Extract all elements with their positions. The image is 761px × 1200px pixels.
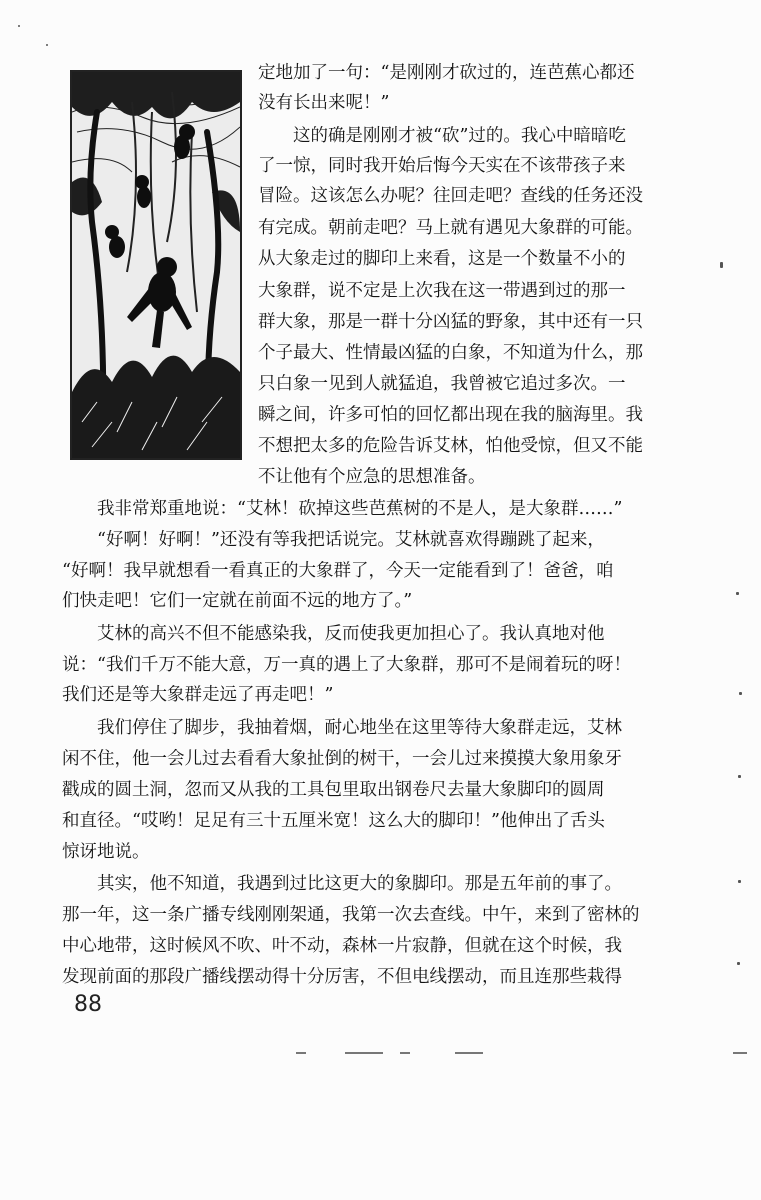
scan-speck: [455, 1052, 483, 1054]
scan-speck: [345, 1052, 383, 1054]
text-line: 瞬之间，许多可怕的回忆都出现在我的脑海里。我: [258, 405, 643, 425]
text-line: 发现前面的那段广播线摆动得十分厉害，不但电线摆动，而且连那些栽得: [62, 967, 622, 987]
text-line: 那一年，这一条广播专线刚刚架通，我第一次去查线。中午，来到了密林的: [62, 905, 640, 925]
scan-speck: [46, 44, 48, 46]
page-number: 88: [74, 992, 102, 1017]
text-line: 大象群，说不定是上次我在这一带遇到过的那一: [258, 281, 626, 301]
text-line: 这的确是刚刚才被“砍”过的。我心中暗暗吃: [258, 126, 626, 146]
scan-speck: [720, 262, 723, 268]
text-line: 和直径。“哎哟！足足有三十五厘米宽！这么大的脚印！”他伸出了舌头: [62, 811, 605, 831]
text-line: 只白象一见到人就猛追，我曾被它追过多次。一: [258, 374, 626, 394]
text-line: 们快走吧！它们一定就在前面不远的地方了。”: [62, 591, 413, 611]
text-line: 了一惊，同时我开始后悔今天实在不该带孩子来: [258, 156, 626, 176]
text-line: 我们还是等大象群走远了再走吧！”: [62, 685, 334, 705]
text-line: 我非常郑重地说：“艾林！砍掉这些芭蕉树的不是人，是大象群……”: [62, 499, 623, 519]
text-line: 惊讶地说。: [62, 842, 150, 862]
text-line: 闲不住，他一会儿过去看看大象扯倒的树干，一会儿过来摸摸大象用象牙: [62, 749, 622, 769]
scan-speck: [739, 692, 742, 695]
scan-speck: [736, 592, 739, 595]
text-line: 我们停住了脚步，我抽着烟，耐心地坐在这里等待大象群走远，艾林: [62, 718, 622, 738]
text-line: “好啊！好啊！”还没有等我把话说完。艾林就喜欢得蹦跳了起来，: [62, 530, 605, 550]
text-line: 说：“我们千万不能大意，万一真的遇上了大象群，那可不是闹着玩的呀！: [62, 655, 631, 675]
scan-speck: [733, 1052, 747, 1054]
text-line: 有完成。朝前走吧？马上就有遇见大象群的可能。: [258, 218, 643, 238]
text-line: 定地加了一句：“是刚刚才砍过的，连芭蕉心都还: [258, 63, 635, 83]
text-line: 冒险。这该怎么办呢？往回走吧？查线的任务还没: [258, 186, 643, 206]
scan-speck: [296, 1052, 306, 1054]
text-line: 个子最大、性情最凶猛的白象，不知道为什么，那: [258, 343, 643, 363]
text-line: 戳成的圆土洞，忽而又从我的工具包里取出钢卷尺去量大象脚印的圆周: [62, 780, 605, 800]
illustration-art: [72, 72, 240, 458]
text-line: 没有长出来呢！”: [258, 93, 390, 113]
scan-speck: [738, 880, 741, 883]
text-line: 艾林的高兴不但不能感染我，反而使我更加担心了。我认真地对他: [62, 624, 605, 644]
text-line: 不想把太多的危险告诉艾林，怕他受惊，但又不能: [258, 436, 643, 456]
text-line: 其实，他不知道，我遇到过比这更大的象脚印。那是五年前的事了。: [62, 874, 622, 894]
jungle-gibbons-illustration: [70, 70, 242, 460]
scan-speck: [18, 25, 20, 27]
text-line: 中心地带，这时候风不吹、叶不动，森林一片寂静，但就在这个时候，我: [62, 936, 622, 956]
text-line: 从大象走过的脚印上来看，这是一个数量不小的: [258, 249, 626, 269]
scan-speck: [738, 775, 741, 778]
text-line: 群大象，那是一群十分凶猛的野象，其中还有一只: [258, 312, 643, 332]
text-line: “好啊！我早就想看一看真正的大象群了，今天一定能看到了！爸爸，咱: [62, 561, 614, 581]
scan-speck: [737, 962, 740, 965]
text-line: 不让他有个应急的思想准备。: [258, 467, 486, 487]
scan-speck: [400, 1052, 410, 1054]
